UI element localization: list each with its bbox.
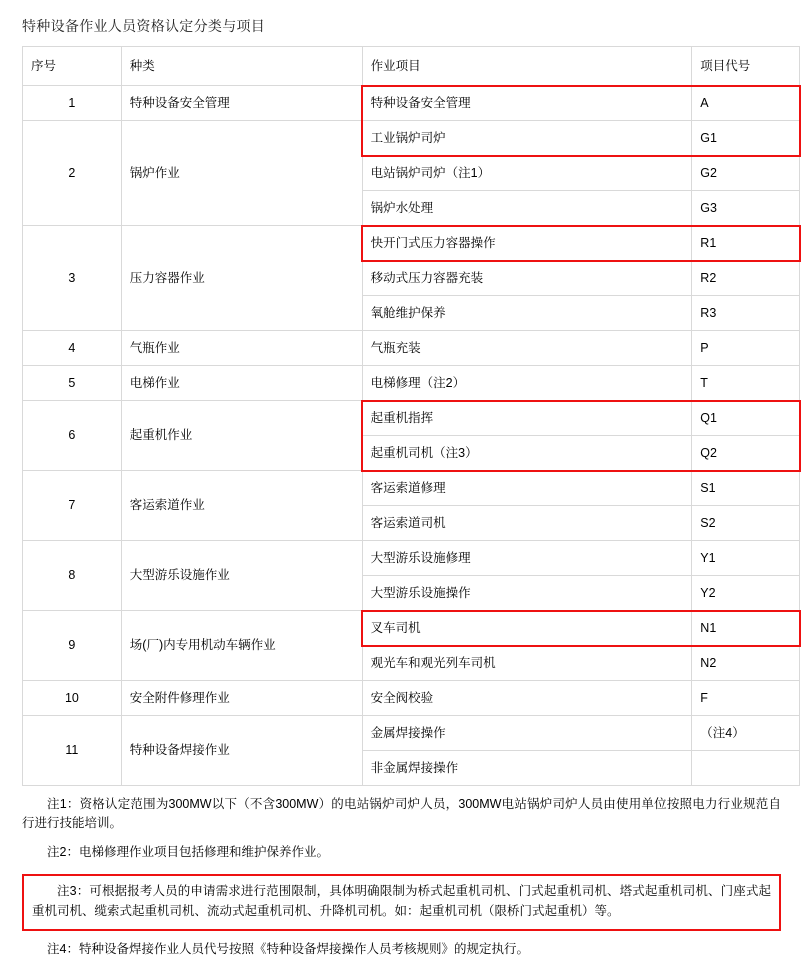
column-header-no: 序号 — [23, 47, 122, 86]
table-row — [23, 331, 800, 366]
cell-item: 电站锅炉司炉（注1） — [362, 156, 692, 191]
cell-no: 4 — [23, 331, 122, 366]
cell-kind: 特种设备安全管理 — [121, 86, 362, 121]
table-row — [23, 401, 800, 436]
cell-no: 8 — [23, 541, 122, 611]
cell-code: Y2 — [692, 576, 800, 611]
cell-code: （注4） — [692, 716, 800, 751]
cell-item: 气瓶充装 — [362, 331, 692, 366]
cell-item: 金属焊接操作 — [362, 716, 692, 751]
cell-item: 客运索道司机 — [362, 506, 692, 541]
cell-item: 工业锅炉司炉 — [362, 121, 692, 156]
cell-kind: 压力容器作业 — [121, 226, 362, 331]
cell-no: 1 — [23, 86, 122, 121]
cell-item: 非金属焊接操作 — [362, 751, 692, 786]
cell-code — [692, 751, 800, 786]
cell-item: 氧舱维护保养 — [362, 296, 692, 331]
cell-no: 11 — [23, 716, 122, 786]
cell-item: 特种设备安全管理 — [362, 86, 692, 121]
cell-code: A — [692, 86, 800, 121]
cell-code: G1 — [692, 121, 800, 156]
cell-no: 3 — [23, 226, 122, 331]
table-row — [23, 541, 800, 576]
table-row — [23, 611, 800, 646]
cell-item: 起重机指挥 — [362, 401, 692, 436]
notes-section — [22, 795, 781, 959]
column-header-item: 作业项目 — [362, 47, 692, 86]
cell-code: S1 — [692, 471, 800, 506]
cell-code: F — [692, 681, 800, 716]
cell-item: 叉车司机 — [362, 611, 692, 646]
cell-kind: 锅炉作业 — [121, 121, 362, 226]
cell-code: G2 — [692, 156, 800, 191]
cell-code: R2 — [692, 261, 800, 296]
cell-item: 安全阀校验 — [362, 681, 692, 716]
cell-kind: 安全附件修理作业 — [121, 681, 362, 716]
table-row — [23, 716, 800, 751]
table-row — [23, 681, 800, 716]
cell-no: 9 — [23, 611, 122, 681]
cell-item: 观光车和观光列车司机 — [362, 646, 692, 681]
cell-item: 大型游乐设施修理 — [362, 541, 692, 576]
cell-code: N2 — [692, 646, 800, 681]
column-header-kind: 种类 — [121, 47, 362, 86]
cell-code: S2 — [692, 506, 800, 541]
note-2: 注2：电梯修理作业项目包括修理和维护保养作业。 — [47, 844, 329, 859]
column-header-code: 项目代号 — [692, 47, 800, 86]
cell-code: Q2 — [692, 436, 800, 471]
table-row — [23, 121, 800, 156]
cell-item: 起重机司机（注3） — [362, 436, 692, 471]
cell-code: G3 — [692, 191, 800, 226]
cell-no: 10 — [23, 681, 122, 716]
table-header — [23, 47, 800, 86]
table-row — [23, 366, 800, 401]
cell-item: 快开门式压力容器操作 — [362, 226, 692, 261]
cell-no: 2 — [23, 121, 122, 226]
cell-kind: 气瓶作业 — [121, 331, 362, 366]
cell-kind: 场(厂)内专用机动车辆作业 — [121, 611, 362, 681]
table-header-row — [23, 47, 800, 86]
cell-item: 客运索道修理 — [362, 471, 692, 506]
cell-kind: 起重机作业 — [121, 401, 362, 471]
table-row — [23, 471, 800, 506]
page-title: 特种设备作业人员资格认定分类与项目 — [22, 18, 266, 34]
table-row — [23, 226, 800, 261]
cell-code: P — [692, 331, 800, 366]
cell-no: 7 — [23, 471, 122, 541]
qualification-table — [22, 46, 800, 786]
note-4: 注4：特种设备焊接作业人员代号按照《特种设备焊接操作人员考核规则》的规定执行。 — [47, 941, 529, 956]
cell-code: Q1 — [692, 401, 800, 436]
note-3: 注3：可根据报考人员的申请需求进行范围限制，具体明确限制为桥式起重机司机、门式起重机司机、塔式起重机司机、门座式起重机司机、缆索式起重机司机、流动式起重机司机、升降机司机。如：起重机司机（限桥门式起重机）等。 — [22, 874, 781, 931]
cell-no: 5 — [23, 366, 122, 401]
table-body — [23, 86, 800, 786]
cell-code: N1 — [692, 611, 800, 646]
cell-kind: 特种设备焊接作业 — [121, 716, 362, 786]
table-row — [23, 86, 800, 121]
cell-no: 6 — [23, 401, 122, 471]
cell-kind: 电梯作业 — [121, 366, 362, 401]
cell-code: T — [692, 366, 800, 401]
cell-item: 锅炉水处理 — [362, 191, 692, 226]
cell-kind: 大型游乐设施作业 — [121, 541, 362, 611]
note-1: 注1：资格认定范围为300MW以下（不含300MW）的电站锅炉司炉人员，300MW电站锅炉司炉人员由使用单位按照电力行业规范自行进行技能培训。 — [22, 797, 781, 831]
cell-code: Y1 — [692, 541, 800, 576]
cell-code: R3 — [692, 296, 800, 331]
cell-item: 电梯修理（注2） — [362, 366, 692, 401]
cell-item: 移动式压力容器充装 — [362, 261, 692, 296]
cell-item: 大型游乐设施操作 — [362, 576, 692, 611]
cell-code: R1 — [692, 226, 800, 261]
cell-kind: 客运索道作业 — [121, 471, 362, 541]
